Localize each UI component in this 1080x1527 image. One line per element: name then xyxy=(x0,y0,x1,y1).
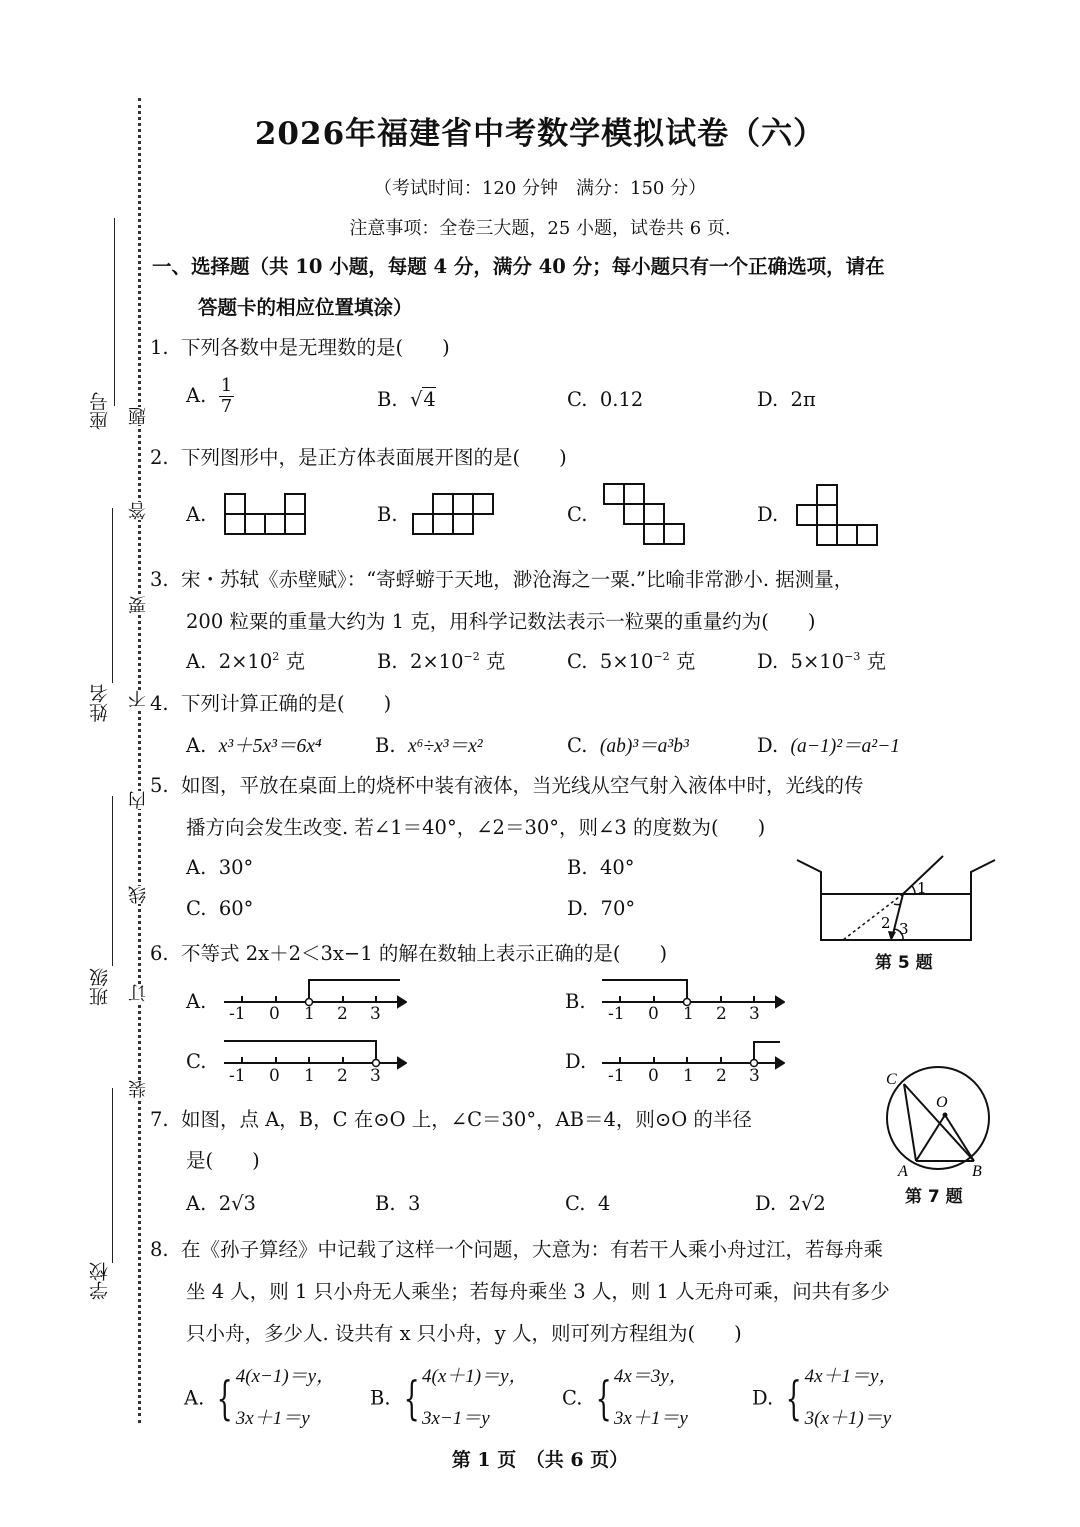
option-d[interactable]: D. 2π xyxy=(757,388,816,411)
option-b[interactable]: B. 3 xyxy=(375,1192,421,1215)
question-stem: 如图，平放在桌面上的烧杯中装有液体，当光线从空气射入液体中时，光线的传 xyxy=(181,774,864,797)
question-1 xyxy=(150,332,450,360)
option-label: A. xyxy=(186,384,207,407)
svg-text:B: B xyxy=(972,1163,982,1179)
option-a[interactable]: A. xyxy=(186,503,207,526)
option-c[interactable]: C. 0.12 xyxy=(567,388,644,411)
margin-char: 线 xyxy=(126,886,152,904)
binding-dotted-line xyxy=(138,98,141,1423)
option-b[interactable]: B. { 4(x＋1)＝y， 3x−1＝y xyxy=(370,1366,528,1429)
question-number: 4. xyxy=(150,692,169,715)
option-label: C. xyxy=(567,388,588,411)
name-underline xyxy=(112,508,113,683)
margin-char: 不 xyxy=(126,690,152,708)
question-number: 5. xyxy=(150,774,169,797)
option-d[interactable]: D. (a−1)²＝a²−1 xyxy=(757,734,901,757)
question-3 xyxy=(150,564,853,592)
field-label-class: 班级 xyxy=(89,968,111,1006)
option-b[interactable]: B. x⁶÷x³＝x² xyxy=(375,734,483,757)
question-number: 7. xyxy=(150,1108,169,1131)
option-c[interactable]: C. 60° xyxy=(186,897,254,920)
option-b[interactable]: B. xyxy=(377,503,398,526)
question-5-cont: 播方向会发生改变. 若∠1＝40°，∠2＝30°，则∠3 的度数为( ) xyxy=(186,816,766,839)
question-4 xyxy=(150,688,391,716)
cube-net-d-figure xyxy=(796,484,880,548)
option-a[interactable]: A. x³＋5x³＝6x⁴ xyxy=(186,734,322,757)
fraction: $\frac{1}{7}$ xyxy=(220,375,233,417)
svg-text:C: C xyxy=(886,1071,897,1088)
question-number: 8. xyxy=(150,1238,169,1261)
option-b[interactable]: B. $2\times 10^{-2}$ 克 xyxy=(377,650,506,673)
exam-title: 2026年福建省中考数学模拟试卷（六） xyxy=(254,116,826,152)
question-stem: 如图，点 A，B，C 在⊙O 上，∠C＝30°，AB＝4，则⊙O 的半径 xyxy=(181,1108,752,1131)
option-a[interactable]: A. 2√3 xyxy=(186,1192,256,1215)
question-8 xyxy=(150,1234,883,1262)
option-c[interactable]: C. 4 xyxy=(565,1192,611,1215)
question-number: 1. xyxy=(150,336,169,359)
svg-text:A: A xyxy=(898,1163,908,1179)
margin-char: 装 xyxy=(126,1080,152,1098)
margin-char: 答 xyxy=(126,502,152,520)
option-a[interactable]: A. { 4(x−1)＝y， 3x＋1＝y xyxy=(184,1366,336,1429)
option-d[interactable]: D. { 4x＋1＝y， 3(x＋1)＝y xyxy=(752,1366,898,1429)
question-5 xyxy=(150,770,864,798)
option-a[interactable] xyxy=(186,376,234,417)
seat-number-underline xyxy=(114,218,115,406)
option-c[interactable]: C. $5\times 10^{-2}$ 克 xyxy=(567,650,696,673)
section-title-cont: 答题卡的相应位置填涂） xyxy=(198,296,413,319)
field-label-seat: 座号 xyxy=(89,392,111,430)
option-label: B. xyxy=(377,388,398,411)
exam-notice: 注意事项：全卷三大题，25 小题，试卷共 6 页. xyxy=(349,218,731,239)
cube-net-c-figure xyxy=(603,483,687,547)
question-3-cont: 200 粒粟的重量大约为 1 克，用科学记数法表示一粒粟的重量约为( ) xyxy=(186,610,816,633)
margin-char: 内 xyxy=(126,791,152,809)
option-b[interactable]: B. √4 xyxy=(377,388,436,411)
question-stem: 宋・苏轼《赤壁赋》：“寄蜉蝣于天地，渺沧海之一粟.”比喻非常渺小. 据测量， xyxy=(181,568,854,591)
class-underline xyxy=(112,796,113,966)
svg-text:2: 2 xyxy=(881,914,891,932)
option-c[interactable]: C. xyxy=(186,1050,207,1073)
question-stem: 在《孙子算经》中记载了这样一个问题，大意为：有若干人乘小舟过江，若每舟乘 xyxy=(181,1238,884,1261)
svg-text:3: 3 xyxy=(899,920,909,938)
margin-char: 要 xyxy=(126,596,152,614)
option-d[interactable]: D. xyxy=(565,1050,587,1073)
question-8-cont: 坐 4 人，则 1 只小舟无人乘坐；若每舟乘坐 3 人，则 1 人无舟可乘，问共有多少 xyxy=(186,1280,890,1303)
option-d[interactable]: D. 2√2 xyxy=(755,1192,826,1215)
question-stem: 下列各数中是无理数的是( ) xyxy=(181,336,450,359)
figure-caption: 第 5 题 xyxy=(875,953,933,973)
question-7 xyxy=(150,1104,752,1132)
option-a[interactable]: A. $2\times 10^2$ 克 xyxy=(186,650,305,673)
svg-text:1: 1 xyxy=(917,879,927,897)
question-stem: 下列计算正确的是( ) xyxy=(181,692,392,715)
option-d[interactable]: D. $5\times 10^{-3}$ 克 xyxy=(757,650,887,673)
option-c[interactable]: C. { 4x＝3y， 3x＋1＝y xyxy=(562,1366,688,1429)
option-c[interactable]: C. (ab)³＝a³b³ xyxy=(567,734,689,757)
cube-net-a-figure xyxy=(224,490,308,536)
page-footer: 第 1 页 （共 6 页） xyxy=(451,1449,629,1471)
field-label-school: 学校 xyxy=(89,1262,111,1300)
school-underline xyxy=(112,1088,113,1263)
option-a[interactable]: A. 30° xyxy=(186,856,254,879)
sqrt-icon: √ xyxy=(409,388,423,411)
question-7-cont: 是( ) xyxy=(186,1149,260,1172)
option-d[interactable]: D. 70° xyxy=(567,897,636,920)
margin-char: 题 xyxy=(126,407,152,425)
question-stem: 不等式 2x＋2＜3x−1 的解在数轴上表示正确的是( ) xyxy=(181,942,668,965)
circle-geometry-figure xyxy=(876,1064,1001,1179)
beaker-refraction-figure xyxy=(795,852,1000,947)
question-stem: 下列图形中，是正方体表面展开图的是( ) xyxy=(181,446,567,469)
question-8-cont: 只小舟，多少人. 设共有 x 只小舟，y 人，则可列方程组为( ) xyxy=(186,1322,742,1345)
question-number: 6. xyxy=(150,942,169,965)
question-number: 3. xyxy=(150,568,169,591)
margin-char: 订 xyxy=(126,984,152,1002)
question-2 xyxy=(150,442,567,470)
option-a[interactable]: A. xyxy=(186,990,207,1013)
cube-net-b-figure xyxy=(412,490,496,536)
option-b[interactable]: B. 40° xyxy=(567,856,635,879)
figure-caption: 第 7 题 xyxy=(905,1187,963,1207)
question-6 xyxy=(150,938,667,966)
svg-text:O: O xyxy=(936,1094,948,1111)
question-number: 2. xyxy=(150,446,169,469)
section-title: 一、选择题（共 10 小题，每题 4 分，满分 40 分；每小题只有一个正确选项，请在 xyxy=(152,255,885,278)
option-c[interactable]: C. xyxy=(567,503,588,526)
field-label-name: 姓名 xyxy=(89,684,111,722)
exam-info: （考试时间：120 分钟 满分：150 分） xyxy=(373,178,707,199)
option-b[interactable]: B. xyxy=(565,990,586,1013)
option-d[interactable]: D. xyxy=(757,503,779,526)
option-label: D. xyxy=(757,388,779,411)
